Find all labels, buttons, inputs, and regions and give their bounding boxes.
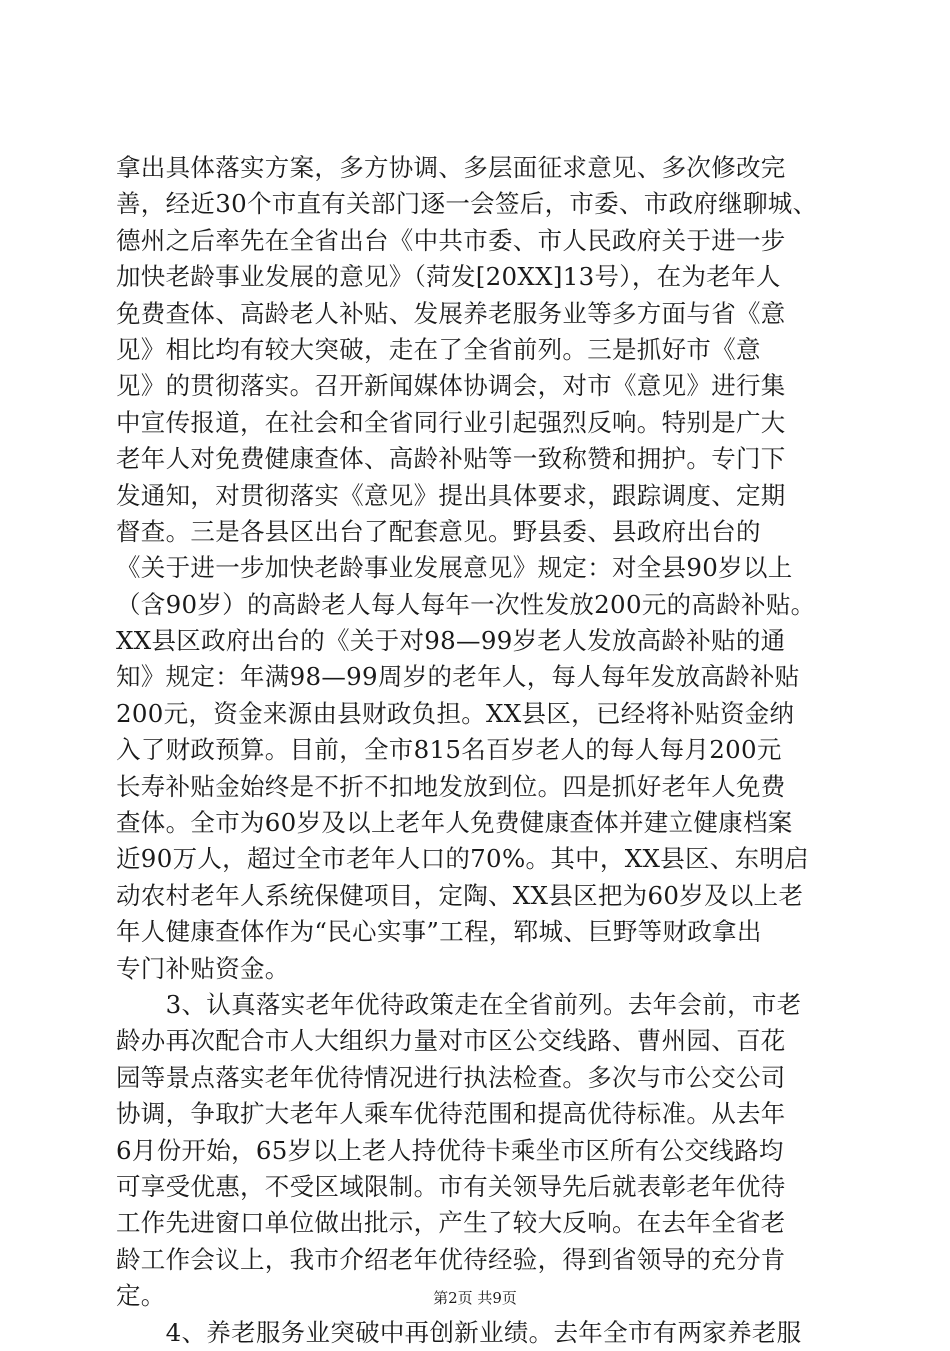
text-line: 定。 (116, 1281, 166, 1311)
text-line: 协调，争取扩大老年人乘车优待范围和提高优待标准。从去年 (116, 1099, 786, 1129)
text-line: 查体。全市为60岁及以上老年人免费健康查体并建立健康档案 (116, 808, 793, 838)
text-line: 年人健康查体作为“民心实事”工程，郓城、巨野等财政拿出 (116, 917, 762, 947)
text-line: 免费查体、高龄老人补贴、发展养老服务业等多方面与省《意 (116, 298, 786, 328)
page-number-footer: 第2页 共9页 (433, 1289, 517, 1307)
text-line: 发通知，对贯彻落实《意见》提出具体要求，跟踪调度、定期 (116, 480, 786, 510)
text-line: 工作先进窗口单位做出批示，产生了较大反响。在去年全省老 (116, 1208, 786, 1238)
text-line: 加快老龄事业发展的意见》（菏发[20XX]13号），在为老年人 (116, 262, 781, 292)
text-line: 可享受优惠，不受区域限制。市有关领导先后就表彰老年优待 (116, 1171, 786, 1201)
text-line: 见》相比均有较大突破，走在了全省前列。三是抓好市《意 (116, 334, 761, 364)
text-line: 专门补贴资金。 (116, 953, 290, 983)
text-line: 近90万人，超过全市老年人口的70%。其中，XX县区、东明启 (116, 844, 810, 874)
text-line: 老年人对免费健康查体、高龄补贴等一致称赞和拥护。专门下 (116, 444, 786, 474)
text-line: 德州之后率先在全省出台《中共市委、市人民政府关于进一步 (116, 225, 786, 255)
paragraph-start-line: 3、认真落实老年优待政策走在全省前列。去年会前，市老 (116, 989, 802, 1019)
text-line: 龄工作会议上，我市介绍老年优待经验，得到省领导的充分肯 (116, 1244, 786, 1274)
text-line: 入了财政预算。目前，全市815名百岁老人的每人每月200元 (116, 735, 782, 765)
text-line: 动农村老年人系统保健项目，定陶、XX县区把为60岁及以上老 (116, 880, 804, 910)
text-line: 6月份开始，65岁以上老人持优待卡乘坐市区所有公交线路均 (116, 1135, 784, 1165)
text-line: 《关于进一步加快老龄事业发展意见》规定：对全县90岁以上 (116, 553, 793, 583)
text-line: 拿出具体落实方案，多方协调、多层面征求意见、多次修改完 (116, 153, 786, 182)
text-line: （含90岁）的高龄老人每人每年一次性发放200元的高龄补贴。 (116, 589, 816, 619)
text-line: 中宣传报道，在社会和全省同行业引起强烈反响。特别是广大 (116, 407, 786, 437)
text-line: XX县区政府出台的《关于对98—99岁老人发放高龄补贴的通 (116, 626, 786, 656)
text-line: 督查。三是各县区出台了配套意见。野县委、县政府出台的 (116, 516, 761, 546)
paragraph-start-line: 4、养老服务业突破中再创新业绩。去年全市有两家养老服 (116, 1317, 802, 1347)
text-line: 善，经近30个市直有关部门逐一会签后，市委、市政府继聊城、 (116, 189, 818, 219)
text-line: 知》规定：年满98—99周岁的老年人，每人每年发放高龄补贴 (116, 662, 800, 692)
body-text (116, 150, 836, 1351)
text-line: 园等景点落实老年优待情况进行执法检查。多次与市公交公司 (116, 1062, 786, 1092)
text-line: 200元，资金来源由县财政负担。XX县区，已经将补贴资金纳 (116, 698, 795, 728)
text-line: 见》的贯彻落实。召开新闻媒体协调会，对市《意见》进行集 (116, 371, 786, 401)
text-line: 长寿补贴金始终是不折不扣地发放到位。四是抓好老年人免费 (116, 771, 786, 801)
text-line: 龄办再次配合市人大组织力量对市区公交线路、曹州园、百花 (116, 1026, 786, 1056)
